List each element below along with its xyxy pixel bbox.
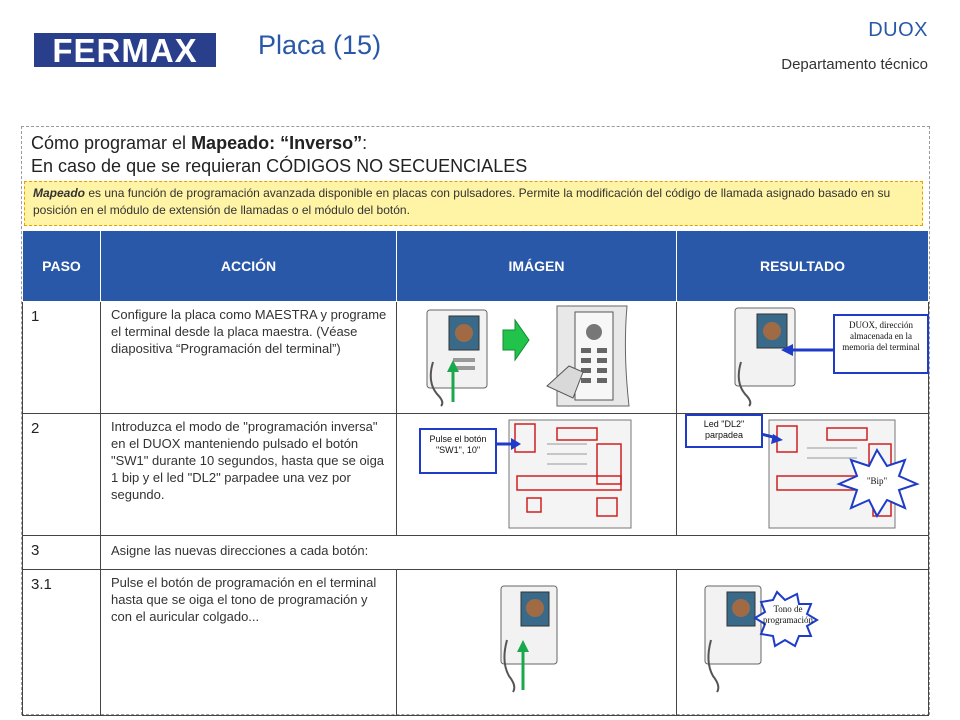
table-row [23, 570, 929, 716]
logo-text: FERMAX [52, 31, 198, 69]
note-italic-word: Mapeado [33, 186, 86, 200]
section-heading [31, 133, 367, 154]
image-cell [397, 570, 677, 716]
callout-memory: DUOX, dirección almacenada en la memoria del terminal [833, 314, 929, 374]
monitor-icon [735, 308, 795, 406]
header-accion: ACCIÓN [101, 231, 397, 302]
monitor-and-panel-illustration [397, 302, 677, 408]
step-action: Configure la placa como MAESTRA y programe el terminal desde la placa maestra. (Véase diapositiva “Programación del terminal”) [101, 302, 397, 414]
callout-press-sw1: Pulse el botón "SW1", 10" [419, 428, 497, 474]
tone-label: Tono de programación [763, 604, 813, 625]
image-cell [397, 302, 677, 414]
table-row [23, 414, 929, 536]
heading-bold: Mapeado: “Inverso” [191, 133, 363, 153]
callout-led-dl2: Led "DL2" parpadea [685, 414, 763, 448]
step-number: 2 [23, 414, 101, 536]
monitor-tone-illustration [677, 570, 929, 716]
image-cell [397, 414, 677, 536]
step-action: Pulse el botón de programación en el terminal hasta que se oiga el tono de programación y con el auricular colgado... [101, 570, 397, 716]
brand-name: DUOX [868, 19, 928, 41]
page-title: Placa (15) [258, 30, 382, 60]
fermax-logo [34, 33, 216, 67]
step-number: 3 [23, 536, 101, 570]
step-number: 1 [23, 302, 101, 414]
blue-left-arrow-icon [781, 344, 837, 356]
info-note [24, 181, 923, 226]
heading-prefix: Cómo programar el [31, 133, 192, 153]
step-action: Introduzca el modo de "programación inversa" en el DUOX manteniendo pulsado el botón "SW1" durante 10 segundos, hasta que se oiga 1 bip y el led "DL2" parpadee una vez por segundo. [101, 414, 397, 536]
result-cell [677, 302, 929, 414]
duox-board-icon [509, 420, 631, 528]
steps-table-wrap [22, 230, 928, 709]
header-paso: PASO [23, 231, 101, 302]
green-right-arrow-icon [503, 320, 529, 360]
bip-label: "Bip" [866, 476, 888, 486]
step-action: Asigne las nuevas direcciones a cada botón: [101, 536, 929, 570]
monitor-press-illustration [397, 570, 677, 716]
result-cell [677, 414, 929, 536]
steps-table [22, 230, 929, 716]
result-cell [677, 570, 929, 716]
department-label: Departamento técnico [781, 56, 928, 73]
section-subheading: En caso de que se requieran CÓDIGOS NO SECUENCIALES [31, 156, 528, 176]
monitor-icon [705, 586, 761, 692]
monitor-icon [501, 586, 557, 692]
header-resultado: RESULTADO [677, 231, 929, 302]
note-text: es una función de programación avanzada disponible en placas con pulsadores. Permite la modificación del código de llamada asignado basado en su posición en el módulo de extensión de llamadas o el módulo del botón. [33, 186, 891, 217]
header-imagen: IMÁGEN [397, 231, 677, 302]
monitor-icon [427, 310, 487, 406]
step-number: 3.1 [23, 570, 101, 716]
door-panel-icon [547, 306, 629, 406]
heading-suffix: : [362, 133, 368, 153]
table-row [23, 536, 929, 570]
table-row [23, 302, 929, 414]
